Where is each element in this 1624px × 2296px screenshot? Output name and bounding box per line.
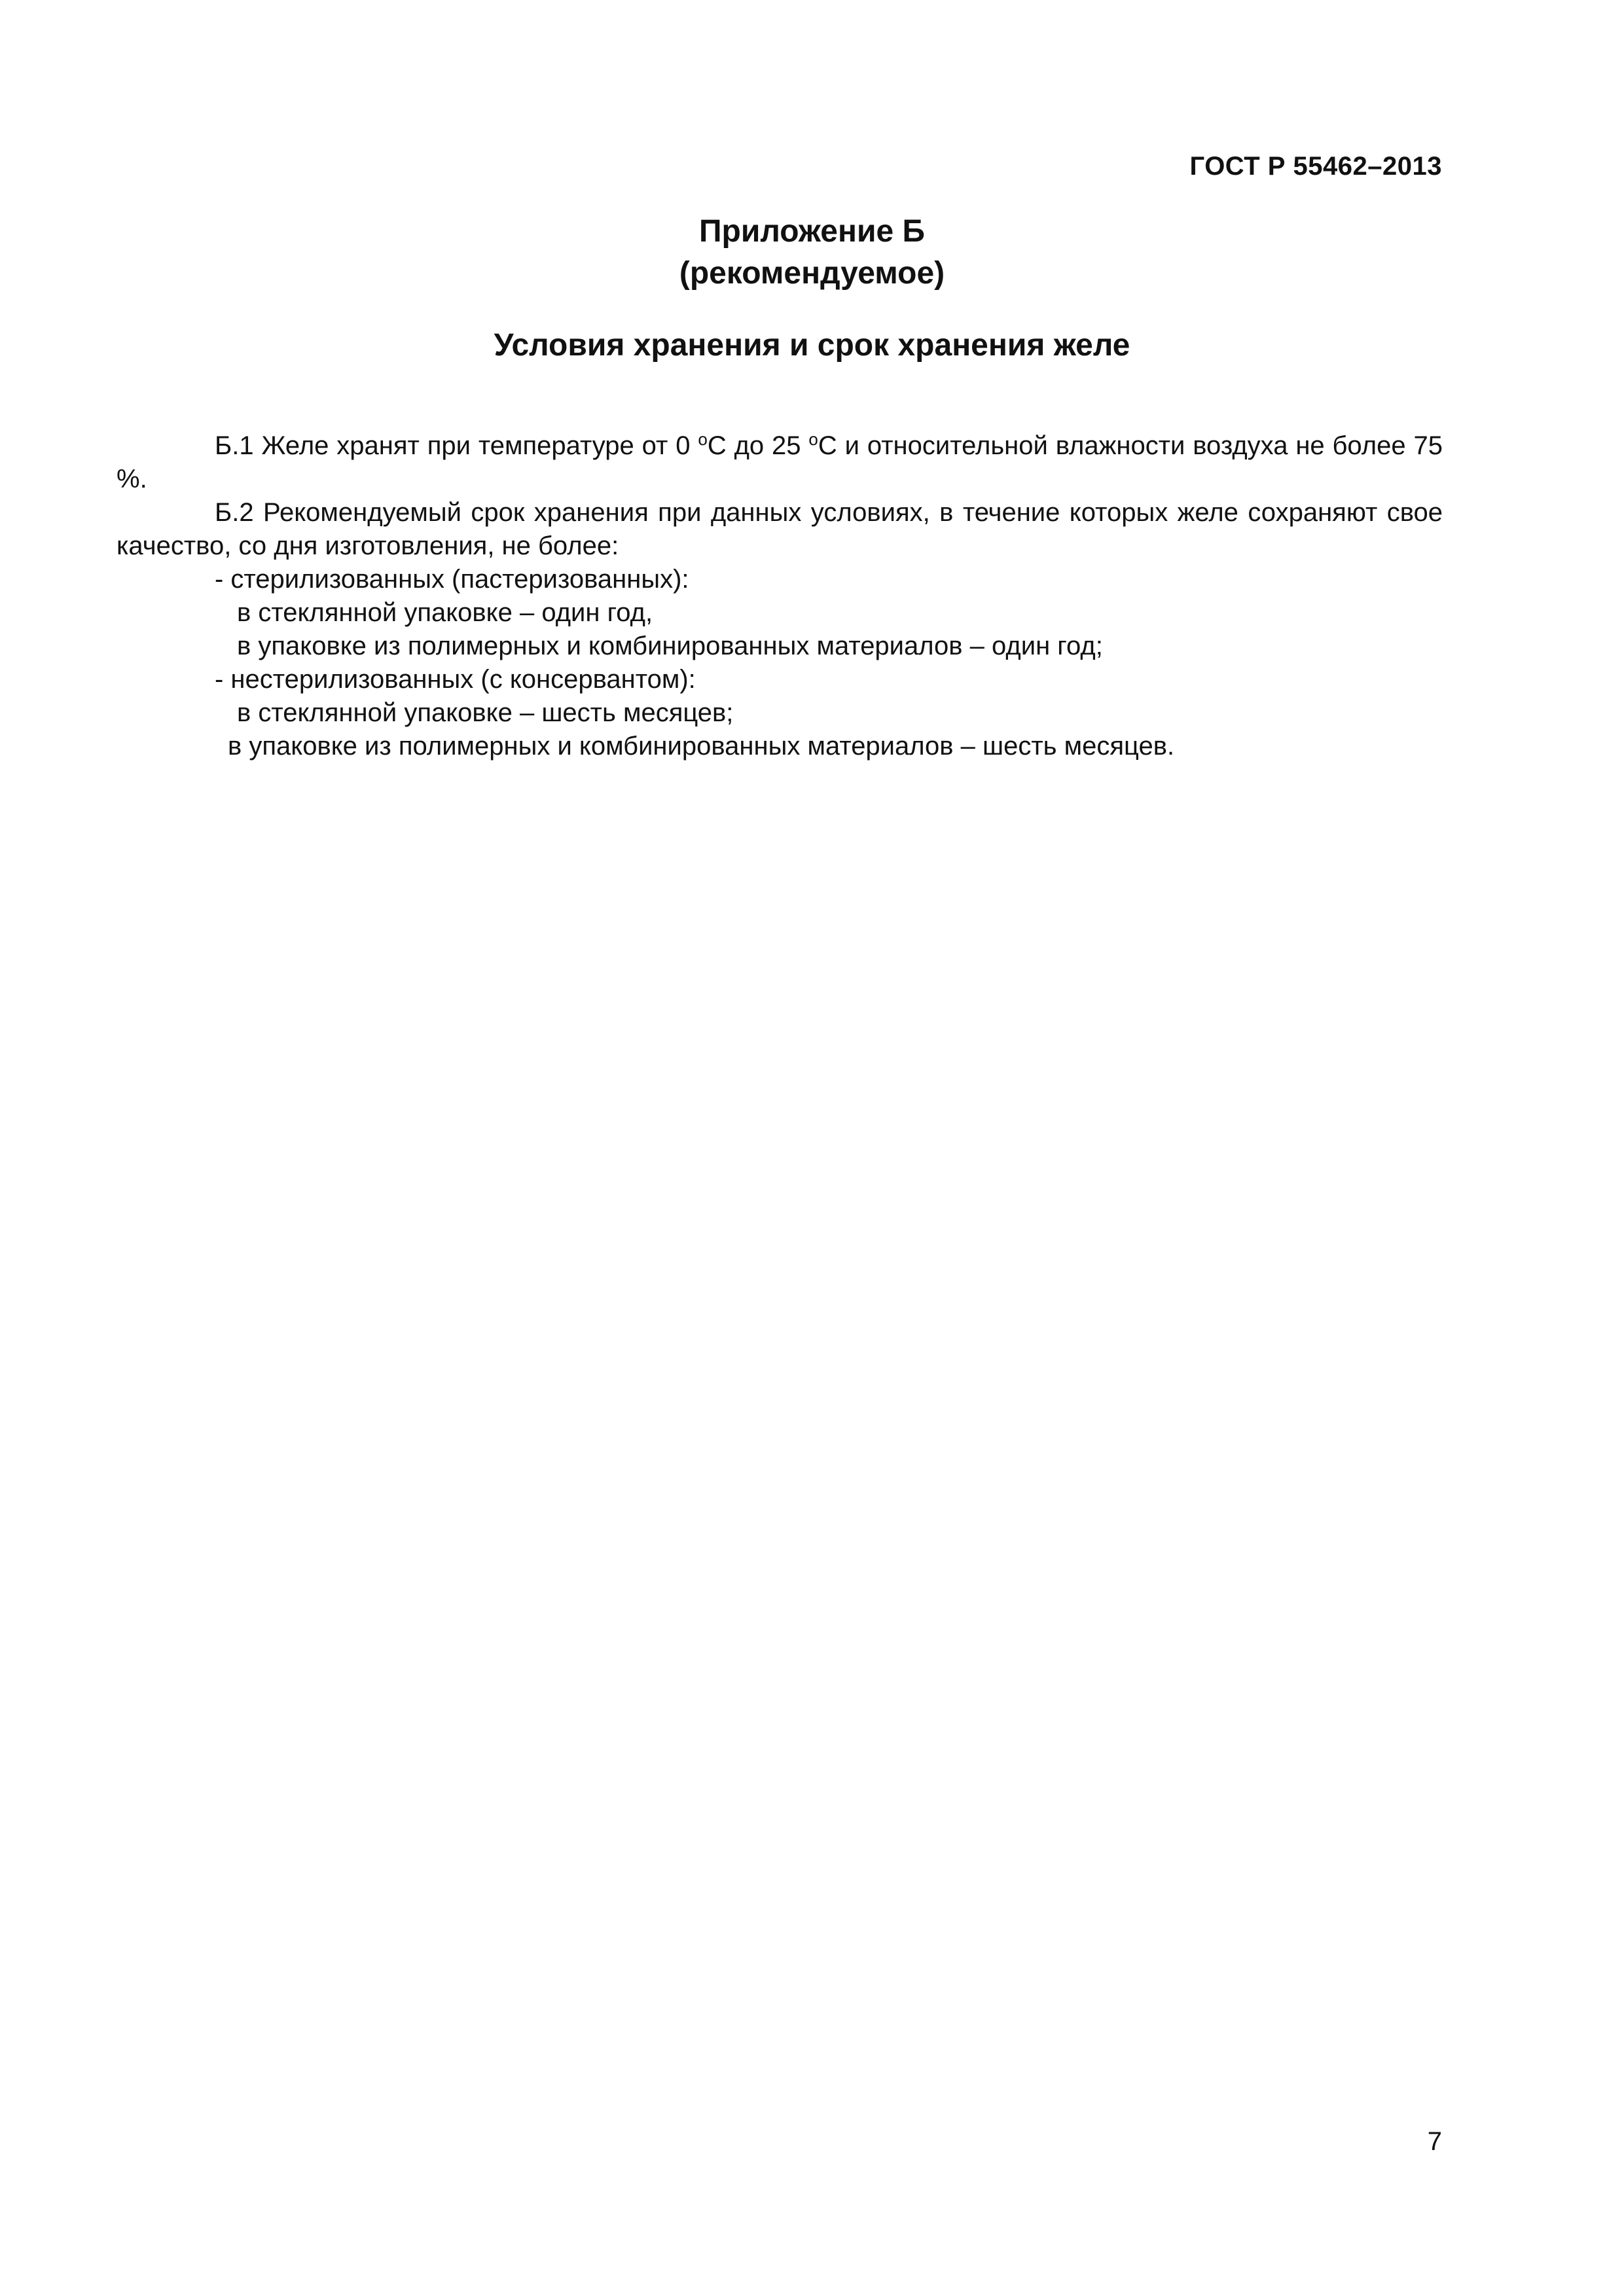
- appendix-subtitle: (рекомендуемое): [679, 256, 945, 291]
- list-item: в упаковке из полимерных и комбинированных материалов – шесть месяцев.: [228, 732, 1175, 761]
- list-item: в стеклянной упаковке – шесть месяцев;: [237, 698, 734, 727]
- paragraph-b1-mid: С до 25: [707, 431, 809, 460]
- paragraph-b2: Б.2 Рекомендуемый срок хранения при данных условиях, в течение которых желе сохраняют свое качество, со дня изготовления, не более:: [117, 498, 1443, 560]
- list-item: - нестерилизованных (с консервантом):: [215, 665, 696, 694]
- body-text: [117, 429, 1443, 763]
- list-item: в упаковке из полимерных и комбинированных материалов – один год;: [237, 632, 1103, 660]
- page-number: 7: [1427, 2127, 1442, 2156]
- list-item: - стерилизованных (пастеризованных):: [215, 565, 689, 594]
- section-title: Условия хранения и срок хранения желе: [494, 328, 1130, 363]
- degree-mark: о: [698, 429, 708, 449]
- appendix-title: Приложение Б: [699, 214, 925, 249]
- paragraph-b1-start: Б.1 Желе хранят при температуре от 0: [215, 431, 698, 460]
- list-item: в стеклянной упаковке – один год,: [237, 598, 653, 627]
- degree-mark: о: [808, 429, 818, 449]
- document-code: ГОСТ Р 55462–2013: [1189, 152, 1442, 181]
- appendix-heading: [0, 211, 1624, 295]
- paragraph-b1-end: С и относительной влажности воздуха не более 75 %.: [117, 431, 1443, 493]
- paragraph-b1: [117, 429, 1443, 496]
